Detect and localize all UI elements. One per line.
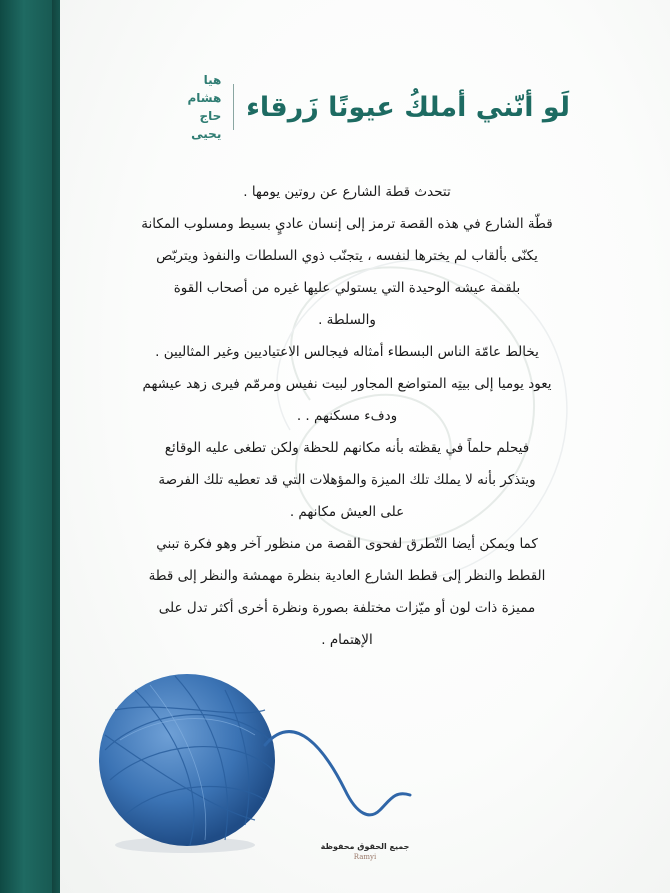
yarn-ball-icon: [95, 640, 415, 860]
text-line: بلقمة عيشه الوحيدة التي يستولي عليها غيره من أصحاب القوة: [173, 280, 521, 296]
text-line: يعود يوميا إلى بيتِه المتواضع المجاور لبيت نفيس ومرمّم فيرى زهد عيشهم: [142, 376, 552, 392]
footer: [320, 842, 410, 861]
text-line: يخالط عامّة الناس البسطاء أمثاله فيجالس الاعتياديين وغير المثاليين .: [155, 344, 539, 360]
text-line: والسلطة .: [318, 312, 376, 328]
copyright-text: جميع الحقوق محفوظة: [320, 842, 410, 851]
yarn-thread: [265, 732, 410, 815]
text-line: يكنّى بألقاب لم يخترها لنفسه ، يتجنّب ذوي السلطات والنفوذ ويتربّص: [156, 248, 538, 264]
story-summary: [112, 176, 582, 656]
book-spine: [0, 0, 60, 893]
text-line: ودفء مسكنهم . .: [296, 408, 398, 424]
text-line: كما ويمكن أيضا التّطرق لفحوى القصة من منظور آخر وهو فكرة تبني: [156, 536, 538, 552]
publisher-logo: Ramyi: [353, 853, 377, 861]
spine-shadow: [52, 0, 60, 893]
author-line-2: حاج يحيى: [191, 109, 222, 141]
author-name: [180, 71, 221, 143]
header: [180, 72, 570, 142]
text-line: ويتذكر بأنه لا يملك تلك الميزة والمؤهلات التي قد تعطيه تلك الفرصة: [158, 472, 536, 488]
text-line: قطّة الشارع في هذه القصة ترمز إلى إنسان عاديٍ بسيط ومسلوب المكانة: [141, 216, 553, 232]
page-title: لَو أنّني أملكُ عيونًا زَرقاء: [246, 91, 570, 123]
title-divider: [233, 84, 234, 130]
yarn-ball: [99, 674, 275, 846]
text-line: الإهتمام .: [321, 632, 373, 648]
text-line: القطط والنظر إلى قطط الشارع العادية بنظرة مهمشة والنظر إلى قطة: [148, 568, 546, 584]
text-line: مميزة ذات لون أو ميّزات مختلفة بصورة ونظرة أخرى أكثر تدل على: [158, 600, 536, 616]
text-line: فيحلم حلماً في يقظته بأنه مكانهم للحظة ولكن تطغى عليه الوقائع: [164, 440, 530, 456]
author-line-1: هيا هشام: [187, 73, 222, 105]
text-line: تتحدث قطة الشارع عن روتين يومها .: [243, 184, 451, 200]
text-line: على العيش مكانهم .: [289, 504, 405, 520]
